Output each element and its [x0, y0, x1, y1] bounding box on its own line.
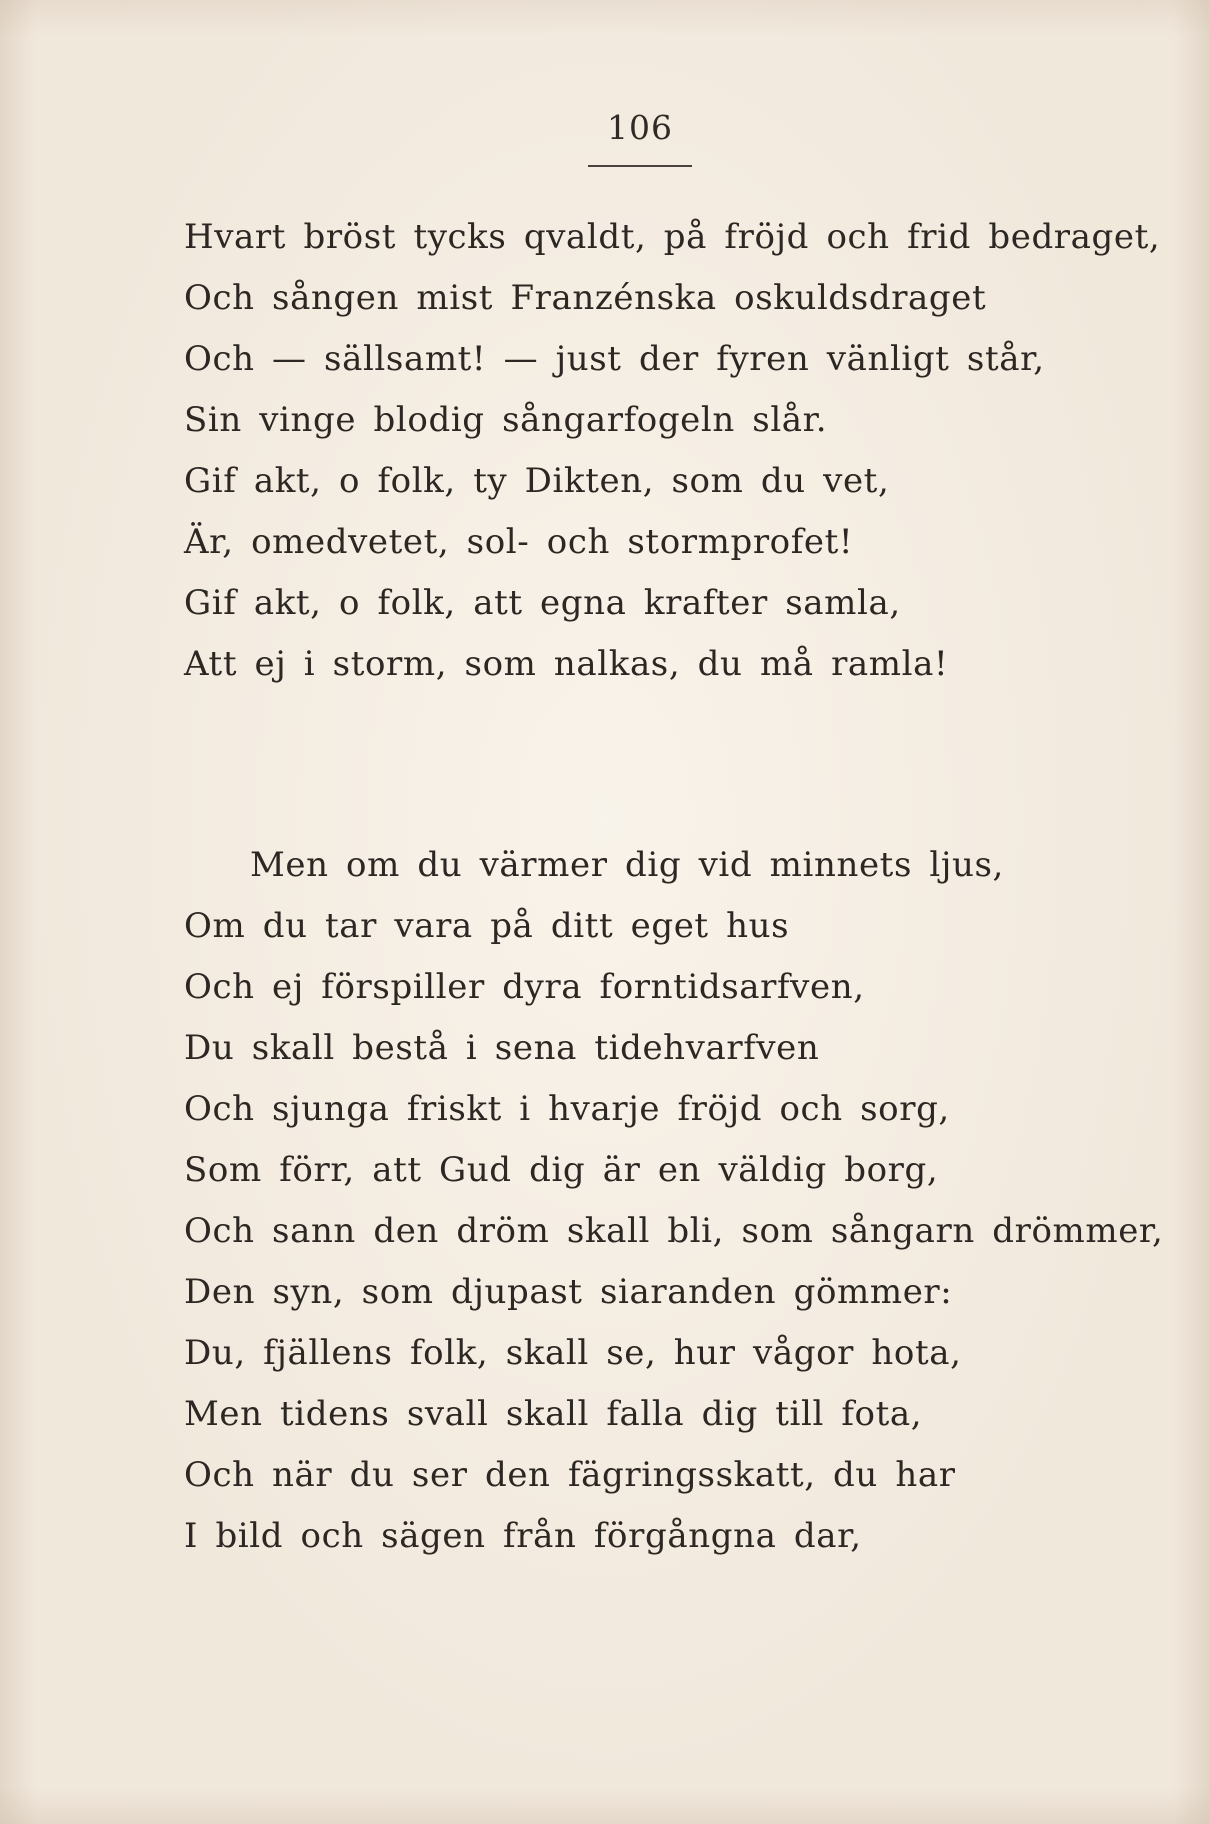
- verse-line: Du, fjällens folk, skall se, hur vågor hota,: [184, 1333, 962, 1373]
- verse-line: Sin vinge blodig sångarfogeln slår.: [184, 400, 828, 440]
- verse-line: Och sjunga friskt i hvarje fröjd och sorg,: [184, 1089, 950, 1129]
- page-number: 106: [607, 108, 673, 147]
- verse-line: Gif akt, o folk, ty Dikten, som du vet,: [184, 461, 890, 501]
- verse-line: Och sann den dröm skall bli, som sångarn drömmer,: [184, 1211, 1164, 1251]
- verse-line: Och ej förspiller dyra forntidsarfven,: [184, 967, 865, 1007]
- verse-line: Men om du värmer dig vid minnets ljus,: [250, 845, 1004, 885]
- verse-line: Är, omedvetet, sol- och stormprofet!: [184, 522, 854, 562]
- verse-line: Du skall bestå i sena tidehvarfven: [184, 1028, 820, 1068]
- verse-line: Hvart bröst tycks qvaldt, på fröjd och frid bedraget,: [184, 217, 1161, 257]
- verse-line: Gif akt, o folk, att egna krafter samla,: [184, 583, 901, 623]
- verse-line: Den syn, som djupast siaranden gömmer:: [184, 1272, 953, 1312]
- verse-line: Om du tar vara på ditt eget hus: [184, 906, 790, 946]
- verse-line: Och sången mist Franzénska oskuldsdraget: [184, 278, 987, 318]
- verse-line: Att ej i storm, som nalkas, du må ramla!: [184, 644, 949, 684]
- verse-line: Som förr, att Gud dig är en väldig borg,: [184, 1150, 939, 1190]
- verse-line: Men tidens svall skall falla dig till fota,: [184, 1394, 923, 1434]
- verse-line: Och — sällsamt! — just der fyren vänligt står,: [184, 339, 1045, 379]
- verse-line: I bild och sägen från förgångna dar,: [184, 1516, 862, 1556]
- page-number-rule: [588, 165, 692, 167]
- verse-line: Och när du ser den fägringsskatt, du har: [184, 1455, 956, 1495]
